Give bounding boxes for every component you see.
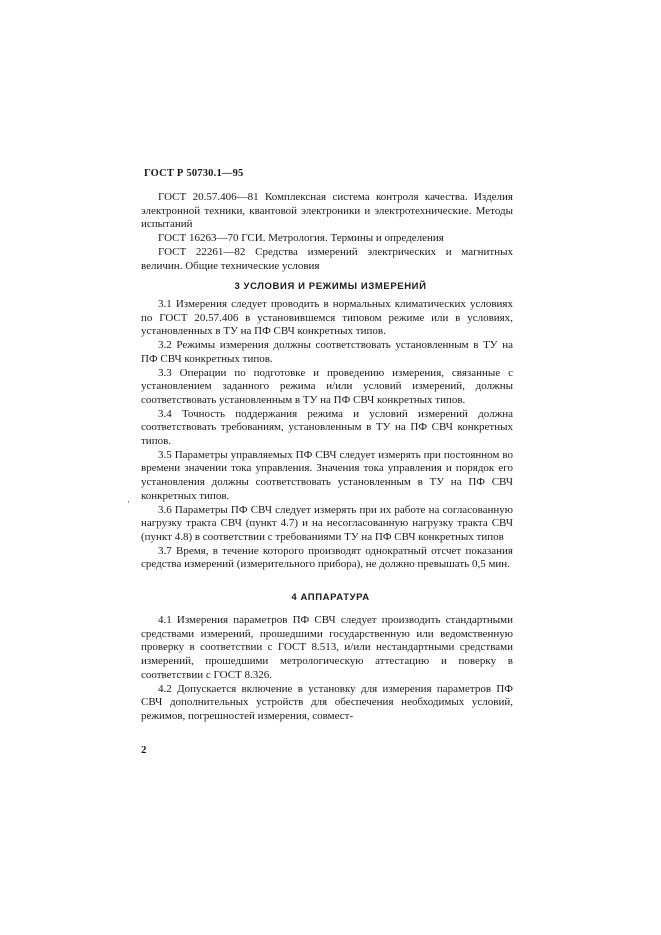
standard-code-header: ГОСТ Р 50730.1—95 — [144, 168, 244, 179]
page-number: 2 — [141, 744, 147, 756]
paragraph-3-2: 3.2 Режимы измерения должны соответствовать установленным в ТУ на ПФ СВЧ конкретных типов. — [141, 339, 513, 365]
paragraph-3-6: 3.6 Параметры ПФ СВЧ следует измерять при их работе на согласованную нагрузку тракта СВЧ (пункт 4.7) и на несогласованную нагрузку тракта СВЧ (пункт 4.8) в соответствии с требованиями ТУ на ПФ СВЧ конкретных типов — [141, 503, 513, 543]
paragraph-3-1: 3.1 Измерения следует проводить в нормальных климатических условиях по ГОСТ 20.57.406 в установившемся типовом режиме или в условиях, установленных в ТУ на ПФ СВЧ конкретных типов. — [141, 298, 513, 338]
paragraph-3-4: 3.4 Точность поддержания режима и условий измерений должна соответствовать требованиям, установленным в ТУ на ПФ СВЧ конкретных типов. — [141, 407, 513, 448]
section-3-body — [141, 298, 513, 572]
paragraph-4-2: 4.2 Допускается включение в установку для измерения параметров ПФ СВЧ дополнительных устройств для обеспечения необходимых условий, режимов, погрешностей измерения, совмест- — [141, 682, 513, 722]
reference-item: ГОСТ 16263—70 ГСИ. Метрология. Термины и определения — [158, 232, 444, 245]
normative-references — [141, 191, 513, 273]
paragraph-3-5: 3.5 Параметры управляемых ПФ СВЧ следует измерять при постоянном во времени значении тока управления. Значения тока управления и порядок его установления должны соответствовать установленным в ТУ на ПФ СВЧ конкретных типов. — [141, 448, 513, 502]
paragraph-3-3: 3.3 Операции по подготовке и проведению измерения, связанные с установлением заданного режима и/или условий измерений, должны соответствовать установленным в ТУ на ПФ СВЧ конкретных типов. — [141, 366, 513, 406]
paragraph-3-7: 3.7 Время, в течение которого производят однократный отсчет показания средства измерений (измерительного прибора), не должно превышать 0,5 мин. — [141, 544, 513, 571]
reference-item: ГОСТ 22261—82 Средства измерений электрических и магнитных величин. Общие технические условия — [141, 245, 513, 272]
section-4-body — [141, 614, 513, 724]
section-3-title: 3 УСЛОВИЯ И РЕЖИМЫ ИЗМЕРЕНИЙ — [234, 281, 427, 292]
reference-item: ГОСТ 20.57.406—81 Комплексная система контроля качества. Изделия электронной техники, квантовой электроники и электротехнические. Методы испытаний — [141, 191, 513, 231]
margin-mark: · — [127, 497, 130, 507]
paragraph-4-1: 4.1 Измерения параметров ПФ СВЧ следует производить стандартными средствами измерений, прошедшими государственную или ведомственную проверку в соответствии с ГОСТ 8.513, и/или нестандартными средствами измерений, прошедшими метрологическую аттестацию и поверку в соответствии с ГОСТ 8.326. — [141, 614, 513, 681]
section-4-title: 4 АППАРАТУРА — [291, 592, 370, 603]
